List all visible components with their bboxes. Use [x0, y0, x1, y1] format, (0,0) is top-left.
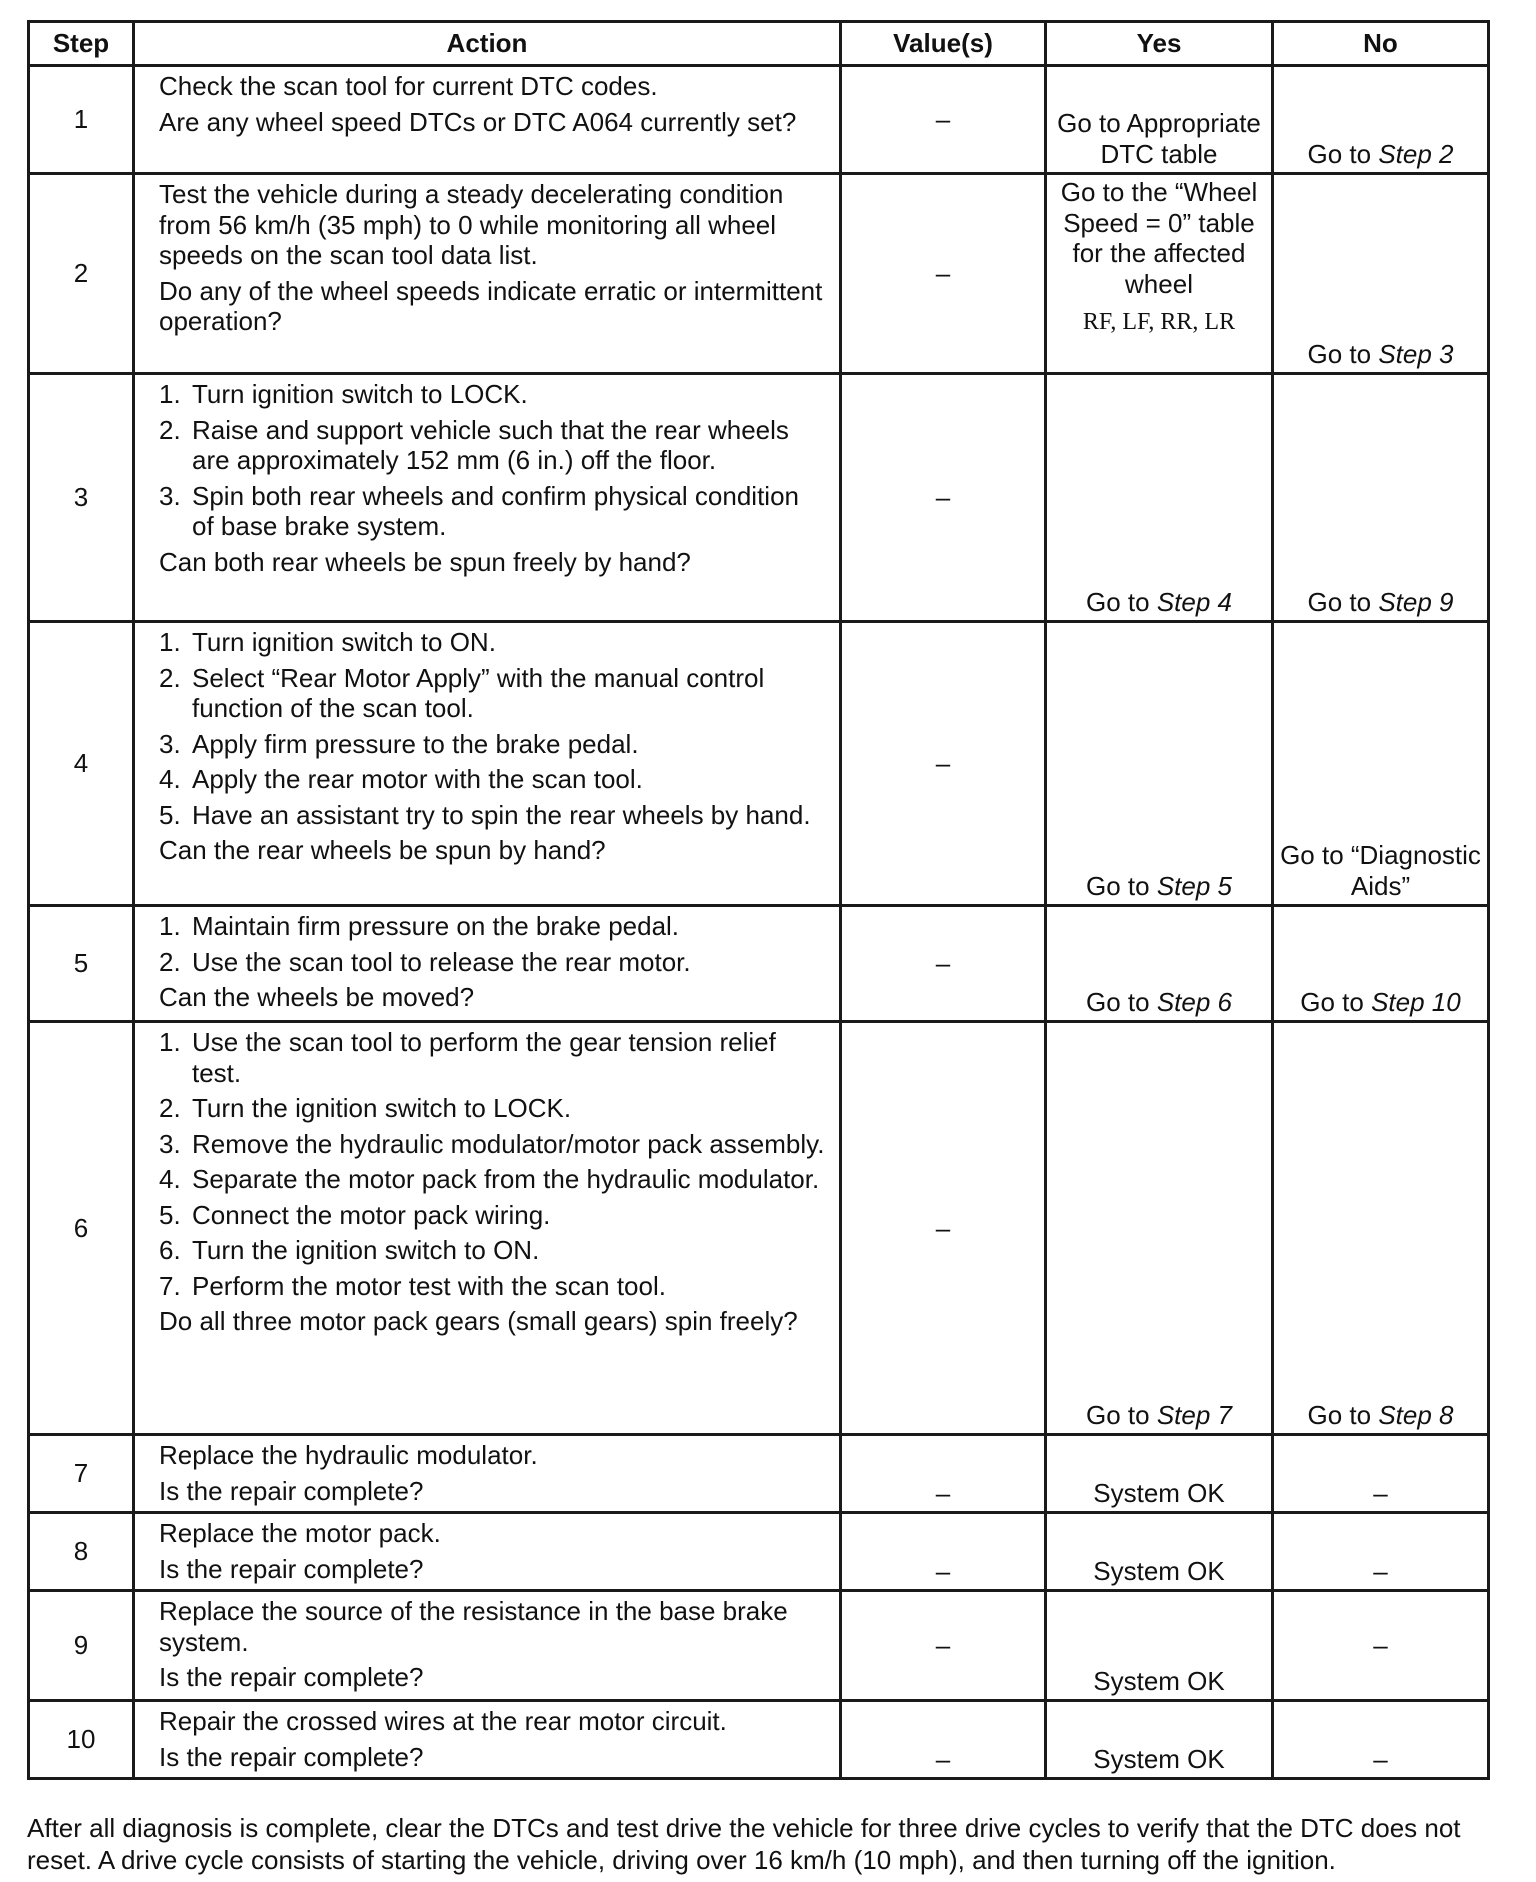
substep-number: 2. [159, 1093, 181, 1123]
yes-cell: System OK [1046, 1591, 1273, 1701]
action-question: Is the repair complete? [159, 1741, 424, 1772]
action-cell [134, 66, 841, 174]
step-number: 8 [29, 1513, 134, 1591]
no-cell [1273, 1022, 1489, 1435]
substep [159, 1271, 827, 1302]
table-row [29, 906, 1489, 1022]
substep-text: Use the scan tool to perform the gear tension relief test. [192, 1027, 776, 1088]
action-cell [134, 1591, 841, 1701]
action-question: Is the repair complete? [159, 1662, 424, 1692]
action-cell [134, 1435, 841, 1513]
action-cell [134, 174, 841, 374]
substep-number: 4. [159, 764, 181, 794]
no-cell: Go to “Diagnostic Aids” [1273, 622, 1489, 906]
substep [159, 627, 827, 658]
action-text: Repair the crossed wires at the rear motor circuit. [159, 1706, 727, 1736]
substep-number: 1. [159, 1027, 181, 1057]
substep-number: 6. [159, 1235, 181, 1265]
table-row [29, 622, 1489, 906]
action-question: Are any wheel speed DTCs or DTC A064 currently set? [159, 106, 797, 137]
substep-text: Turn ignition switch to LOCK. [192, 379, 528, 409]
action-question: Can both rear wheels be spun freely by hand? [159, 546, 691, 577]
substep-text: Select “Rear Motor Apply” with the manual control function of the scan tool. [192, 662, 765, 723]
substep-list [159, 911, 827, 977]
table-row [29, 174, 1489, 374]
value-cell: – [841, 1591, 1046, 1701]
no-cell: – [1273, 1701, 1489, 1779]
yes-cell: System OK [1046, 1513, 1273, 1591]
yes-cell [1046, 906, 1273, 1022]
step-number: 1 [29, 66, 134, 174]
substep-number: 3. [159, 1128, 181, 1159]
substep-text: Have an assistant try to spin the rear wheels by hand. [192, 799, 811, 830]
substep [159, 1235, 827, 1266]
substep-number: 5. [159, 1199, 181, 1230]
step-number: 4 [29, 622, 134, 906]
substep-number: 4. [159, 1164, 181, 1194]
action-text: Replace the motor pack. [159, 1518, 441, 1548]
substep-text: Turn the ignition switch to ON. [192, 1235, 540, 1265]
table-row [29, 1513, 1489, 1591]
step-link[interactable]: Step 5 [1156, 870, 1232, 901]
substep-text: Raise and support vehicle such that the rear wheels are approximately 152 mm (6 in.) off the floor. [192, 414, 789, 475]
value-cell: – [841, 906, 1046, 1022]
substep [159, 1129, 827, 1160]
yes-prefix: Go to [1086, 870, 1157, 901]
no-cell: – [1273, 1513, 1489, 1591]
action-cell [134, 374, 841, 622]
action-cell [134, 1022, 841, 1435]
value-cell: – [841, 622, 1046, 906]
no-cell [1273, 174, 1489, 374]
substep-text: Connect the motor pack wiring. [192, 1199, 551, 1230]
header-values: Value(s) [841, 22, 1046, 66]
step-number: 9 [29, 1591, 134, 1701]
step-number: 5 [29, 906, 134, 1022]
substep-text: Apply the rear motor with the scan tool. [192, 764, 643, 794]
substep-text: Separate the motor pack from the hydraulic modulator. [192, 1164, 820, 1194]
step-number: 3 [29, 374, 134, 622]
action-question: Do any of the wheel speeds indicate erratic or intermittent operation? [159, 275, 823, 336]
substep-text: Apply firm pressure to the brake pedal. [192, 728, 639, 759]
substep-list [159, 627, 827, 830]
substep [159, 1200, 827, 1231]
substep [159, 1027, 827, 1088]
step-link[interactable]: Step 6 [1156, 986, 1232, 1017]
step-number: 6 [29, 1022, 134, 1435]
header-yes: Yes [1046, 22, 1273, 66]
step-link[interactable]: Step 10 [1371, 986, 1461, 1017]
substep [159, 1093, 827, 1124]
value-cell: – [841, 1513, 1046, 1591]
substep-number: 7. [159, 1270, 181, 1301]
action-cell [134, 1701, 841, 1779]
substep-text: Turn ignition switch to ON. [192, 627, 496, 657]
no-cell: – [1273, 1591, 1489, 1701]
no-cell [1273, 66, 1489, 174]
yes-prefix: Go to [1086, 1399, 1157, 1430]
no-cell [1273, 906, 1489, 1022]
substep [159, 729, 827, 760]
no-cell: – [1273, 1435, 1489, 1513]
yes-cell [1046, 1022, 1273, 1435]
step-link[interactable]: Step 3 [1378, 338, 1454, 369]
substep-text: Remove the hydraulic modulator/motor pack assembly. [192, 1128, 825, 1159]
yes-cell [1046, 622, 1273, 906]
no-prefix: Go to [1307, 1399, 1379, 1430]
substep [159, 663, 827, 724]
action-question: Is the repair complete? [159, 1475, 424, 1506]
action-text: Replace the source of the resistance in the base brake system. [159, 1596, 788, 1657]
step-number: 10 [29, 1701, 134, 1779]
action-cell [134, 622, 841, 906]
action-question: Can the rear wheels be spun by hand? [159, 835, 606, 865]
substep-text: Turn the ignition switch to LOCK. [192, 1093, 572, 1123]
value-cell: – [841, 1435, 1046, 1513]
step-link[interactable]: Step 4 [1156, 586, 1232, 617]
header-no: No [1273, 22, 1489, 66]
substep [159, 947, 827, 978]
substep [159, 481, 827, 542]
substep-number: 1. [159, 627, 181, 657]
no-prefix: Go to [1300, 986, 1372, 1017]
no-cell [1273, 374, 1489, 622]
yes-cell [1046, 374, 1273, 622]
step-link[interactable]: Step 9 [1378, 586, 1454, 617]
action-question: Is the repair complete? [159, 1553, 424, 1584]
no-prefix: Go to [1307, 338, 1379, 369]
substep-text: Maintain firm pressure on the brake pedal. [192, 911, 680, 941]
substep [159, 800, 827, 831]
substep [159, 415, 827, 476]
value-cell: – [841, 374, 1046, 622]
no-prefix: Go to [1307, 586, 1379, 617]
substep [159, 379, 827, 410]
yes-cell: System OK [1046, 1435, 1273, 1513]
yes-cell: Go to Appropriate DTC table [1046, 66, 1273, 174]
table-row [29, 1701, 1489, 1779]
yes-text: Go to the “Wheel Speed = 0” table for the affected wheel [1060, 177, 1258, 299]
substep-number: 2. [159, 414, 181, 445]
yes-cell: System OK [1046, 1701, 1273, 1779]
action-cell [134, 1513, 841, 1591]
action-question: Do all three motor pack gears (small gears) spin freely? [159, 1306, 798, 1336]
substep-number: 3. [159, 480, 181, 511]
step-link[interactable]: Step 7 [1156, 1399, 1232, 1430]
substep [159, 911, 827, 942]
table-row [29, 1022, 1489, 1435]
value-cell: – [841, 1701, 1046, 1779]
value-cell: – [841, 1022, 1046, 1435]
substep-text: Spin both rear wheels and confirm physical condition of base brake system. [192, 480, 800, 541]
yes-prefix: Go to [1086, 986, 1157, 1017]
no-prefix: Go to [1307, 138, 1379, 169]
substep-number: 5. [159, 799, 181, 830]
diagnostic-table [27, 20, 1490, 1780]
action-text: Replace the hydraulic modulator. [159, 1440, 538, 1470]
action-text: Test the vehicle during a steady decelerating condition from 56 km/h (35 mph) to 0 while monitoring all wheel speeds on the scan tool data list. [159, 179, 784, 270]
substep [159, 1164, 827, 1195]
substep [159, 764, 827, 795]
action-text: Check the scan tool for current DTC codes. [159, 71, 658, 101]
wheel-list: RF, LF, RR, LR [1082, 309, 1236, 335]
substep-text: Perform the motor test with the scan tool. [192, 1270, 666, 1301]
footer-note: After all diagnosis is complete, clear the DTCs and test drive the vehicle for three drive cycles to verify that the DTC does not reset. A drive cycle consists of starting the vehicle, driving over 16 km/h (10 mph), and then turning off the ignition. [27, 1813, 1461, 1875]
substep-number: 3. [159, 728, 181, 759]
table-row [29, 1435, 1489, 1513]
step-link[interactable]: Step 8 [1378, 1399, 1454, 1430]
table-row [29, 1591, 1489, 1701]
table-row [29, 374, 1489, 622]
table-row [29, 66, 1489, 174]
substep-number: 1. [159, 911, 181, 941]
step-link[interactable]: Step 2 [1378, 138, 1454, 169]
action-cell [134, 906, 841, 1022]
action-question: Can the wheels be moved? [159, 982, 475, 1012]
header-action: Action [134, 22, 841, 66]
substep-number: 2. [159, 662, 181, 693]
yes-cell [1046, 174, 1273, 374]
table-header-row [29, 22, 1489, 66]
substep-list [159, 379, 827, 542]
value-cell: – [841, 174, 1046, 374]
step-number: 7 [29, 1435, 134, 1513]
value-cell: – [841, 66, 1046, 174]
substep-number: 2. [159, 946, 181, 977]
step-number: 2 [29, 174, 134, 374]
substep-text: Use the scan tool to release the rear motor. [192, 946, 691, 977]
yes-prefix: Go to [1086, 586, 1157, 617]
substep-number: 1. [159, 379, 181, 409]
header-step: Step [29, 22, 134, 66]
substep-list [159, 1027, 827, 1301]
